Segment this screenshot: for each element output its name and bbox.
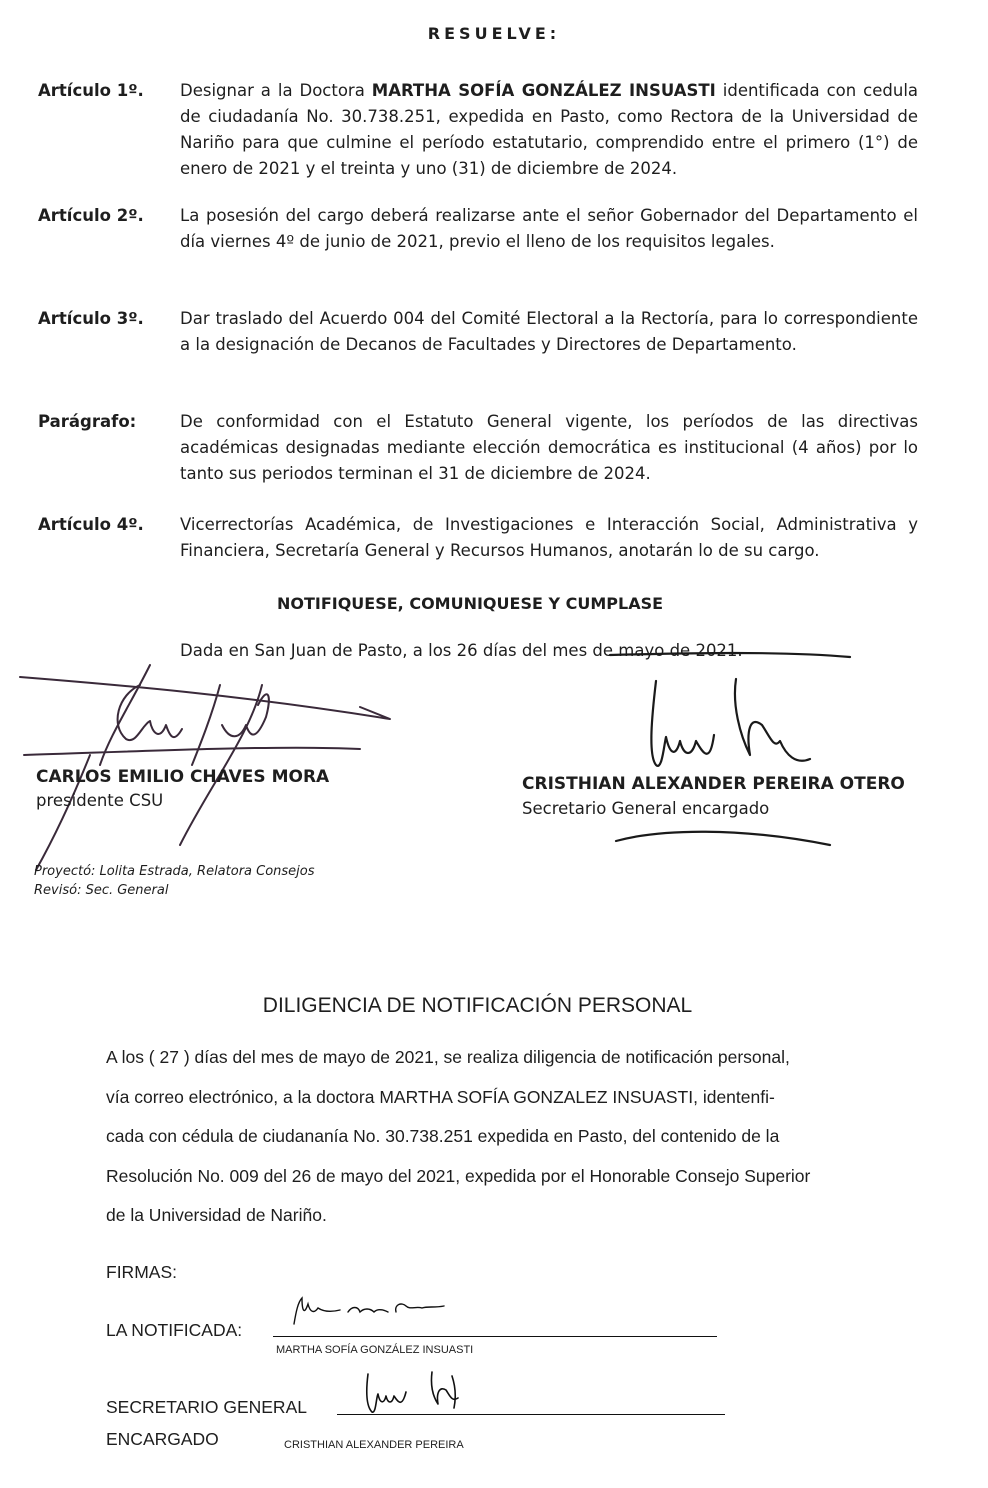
notified-signature <box>288 1294 458 1330</box>
article-3-label: Artículo 3º. <box>38 309 144 328</box>
notification-line-1: A los ( 27 ) días del mes de mayo de 2021, se realiza diligencia de notificación personal, <box>106 1047 790 1067</box>
secretary-name: CRISTHIAN ALEXANDER PEREIRA OTERO <box>522 774 905 794</box>
closing-formula: NOTIFIQUESE, COMUNIQUESE Y CUMPLASE <box>276 594 664 613</box>
notification-body <box>106 1038 890 1236</box>
date-line: Dada en San Juan de Pasto, a los 26 días del mes de mayo de 2021. <box>180 641 743 660</box>
notified-label: LA NOTIFICADA: <box>106 1320 243 1340</box>
president-name: CARLOS EMILIO CHAVES MORA <box>36 767 330 787</box>
secretary-printed-name: CRISTHIAN ALEXANDER PEREIRA <box>284 1439 464 1451</box>
notification-line-4: Resolución No. 009 del 26 de mayo del 2021, expedida por el Honorable Consejo Superior <box>106 1165 811 1186</box>
paragraph-label: Parágrafo: <box>38 412 137 431</box>
notification-title: DILIGENCIA DE NOTIFICACIÓN PERSONAL <box>262 994 693 1017</box>
article-1-text: Designar a la Doctora MARTHA SOFÍA GONZÁLEZ INSUASTI identificada con cedula de ciudadanía No. 30.738.251, expedida en Pasto, como Rectora de la Universidad de Nariño para que culmine el período estatutario, comprendido entre el primero (1°) de enero de 2021 y el treinta y uno (31) de diciembre de 2024. <box>180 81 919 178</box>
notification-line-5: de la Universidad de Nariño. <box>106 1205 327 1225</box>
prepared-by: Proyectó: Lolita Estrada, Relatora Consejos <box>34 864 315 879</box>
article-3 <box>38 306 918 358</box>
article-1 <box>38 78 918 182</box>
secretary-small-signature <box>360 1368 470 1428</box>
rector-name: MARTHA SOFÍA GONZÁLEZ INSUASTI <box>371 81 716 100</box>
article-4 <box>38 512 918 564</box>
paragraph <box>38 409 918 487</box>
paragraph-text: De conformidad con el Estatuto General vigente, los períodos de las directivas académicas designadas mediante elección democrática es institucional (4 años) por lo tanto sus periodos terminan el 31 de diciembre de 2024. <box>180 412 918 483</box>
reviewed-by: Revisó: Sec. General <box>34 883 169 898</box>
article-4-label: Artículo 4º. <box>38 515 144 534</box>
signatures-label: FIRMAS: <box>106 1262 177 1282</box>
president-role: presidente CSU <box>36 791 164 810</box>
notified-printed-name: MARTHA SOFÍA GONZÁLEZ INSUASTI <box>276 1344 474 1356</box>
notification-line-3: cada con cédula de ciudananía No. 30.738.251 expedida en Pasto, del contenido de la <box>106 1126 780 1146</box>
notification-line-2: vía correo electrónico, a la doctora MARTHA SOFÍA GONZALEZ INSUASTI, identenfi- <box>106 1086 775 1107</box>
article-4-text: Vicerrectorías Académica, de Investigaciones e Interacción Social, Administrativa y Financiera, Secretaría General y Recursos Humanos, anotarán lo de su cargo. <box>180 515 918 560</box>
article-1-label: Artículo 1º. <box>38 81 144 100</box>
secretary-label-2: ENCARGADO <box>106 1429 219 1449</box>
secretary-signature <box>600 645 870 865</box>
secretary-role: Secretario General encargado <box>522 799 770 818</box>
article-2 <box>38 203 918 255</box>
article-2-text: La posesión del cargo deberá realizarse ante el señor Gobernador del Departamento el día viernes 4º de junio de 2021, previo el lleno de los requisitos legales. <box>180 206 918 251</box>
secretary-label-1: SECRETARIO GENERAL <box>106 1397 307 1417</box>
article-3-text: Dar traslado del Acuerdo 004 del Comité Electoral a la Rectoría, para lo correspondiente a la designación de Decanos de Facultades y Directores de Departamento. <box>180 309 918 354</box>
article-2-label: Artículo 2º. <box>38 206 144 225</box>
resolution-heading: RESUELVE: <box>427 24 561 43</box>
